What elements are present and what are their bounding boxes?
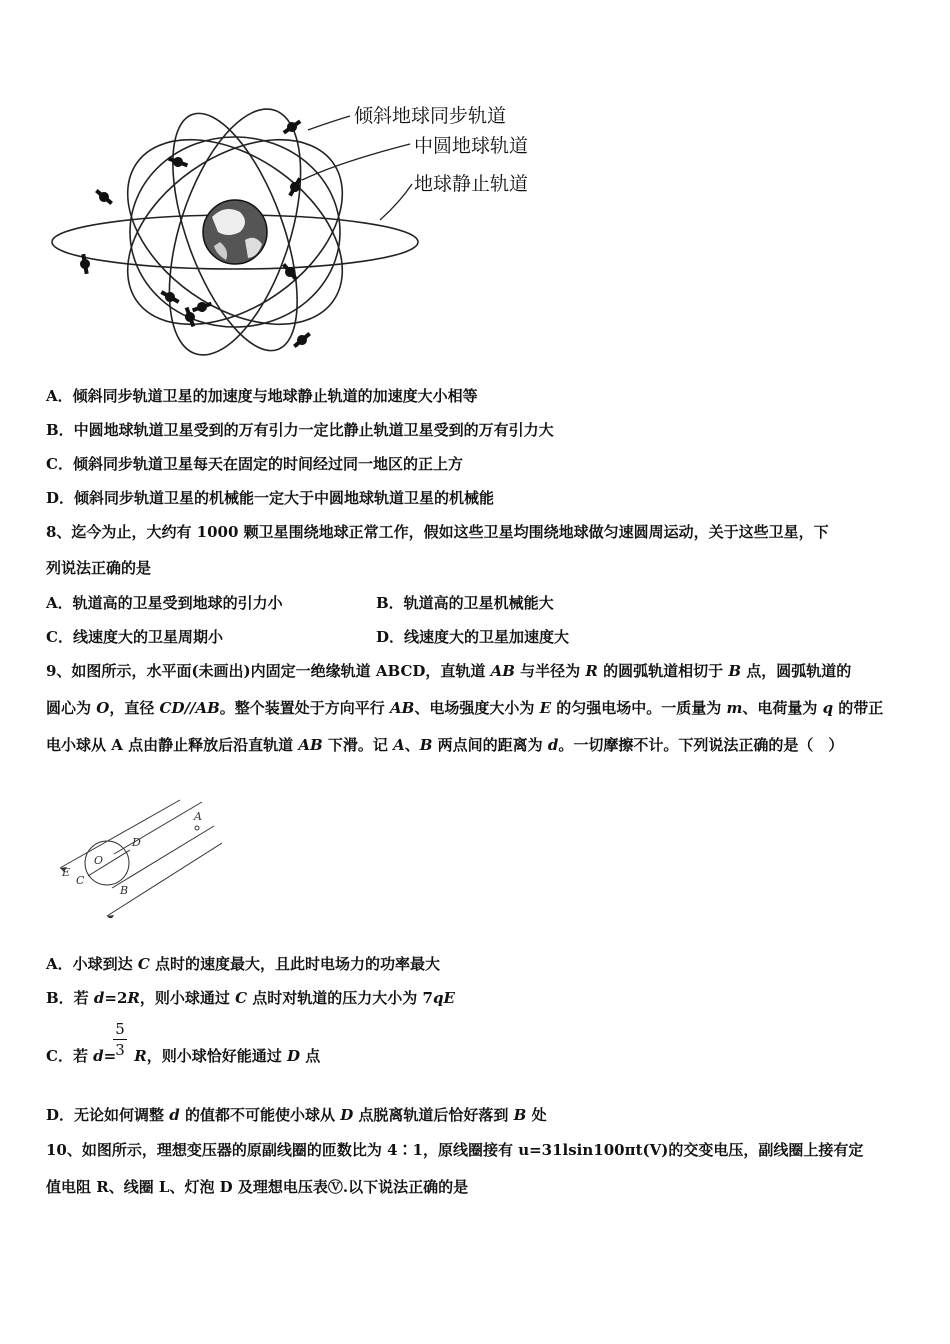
point-a-marker [195, 826, 199, 830]
q9-option-d: D．无论如何调整 d 的值都不可能使小球从 D 点脱离轨道后恰好落到 B 处 [46, 1106, 547, 1124]
q9-option-c: C．若 d= R，则小球恰好能通过 D 点 [46, 1047, 321, 1065]
fraction-numerator: 5 [115, 1020, 125, 1038]
q8-option-d: D．线速度大的卫星加速度大 [376, 628, 570, 646]
q7-option-c: C．倾斜同步轨道卫星每天在固定的时间经过同一地区的正上方 [46, 455, 463, 473]
q9-option-a: A．小球到达 C 点时的速度最大，且此时电场力的功率最大 [46, 955, 441, 973]
q10-stem-line2: 值电阻 R、线圈 L、灯泡 D 及理想电压表Ⓥ.以下说法正确的是 [46, 1178, 469, 1196]
q9-stem-line2: 圆心为 O，直径 CD//AB。整个装置处于方向平行 AB、电场强度大小为 E 的匀强电场中。一质量为 m、电荷量为 q 的带正 [46, 699, 884, 717]
fraction-denominator: 3 [115, 1041, 125, 1059]
satellite-orbit-figure [40, 92, 560, 367]
label-geostationary-orbit: 地球静止轨道 [414, 173, 529, 195]
q9-option-b: B．若 d=2R，则小球通过 C 点时对轨道的压力大小为 7qE [46, 989, 455, 1007]
q7-option-a: A．倾斜同步轨道卫星的加速度与地球静止轨道的加速度大小相等 [46, 387, 478, 405]
q9-stem-line1: 9、如图所示，水平面(未画出)内固定一绝缘轨道 ABCD，直轨道 AB 与半径为 R 的圆弧轨道相切于 B 点，圆弧轨道的 [46, 662, 852, 680]
satellite-markers [78, 117, 313, 350]
straight-track-ab [112, 826, 214, 888]
label-b: B [120, 884, 129, 897]
label-medium-orbit: 中圆地球轨道 [414, 135, 529, 157]
label-inclined-orbit: 倾斜地球同步轨道 [354, 105, 507, 127]
straight-track-upper [114, 802, 202, 854]
q8-option-a: A．轨道高的卫星受到地球的引力小 [46, 594, 283, 612]
q7-option-b: B．中圆地球轨道卫星受到的万有引力一定比静止轨道卫星受到的万有引力大 [46, 421, 554, 439]
label-a: A [194, 810, 202, 823]
q7-option-d: D．倾斜同步轨道卫星的机械能一定大于中圆地球轨道卫星的机械能 [46, 489, 495, 507]
track-diagram [52, 798, 222, 918]
q8-option-b: B．轨道高的卫星机械能大 [376, 594, 554, 612]
q10-stem-line1: 10、如图所示，理想变压器的原副线圈的匝数比为 4∶1，原线圈接有 u=31lsin100πt(V)的交变电压，副线圈上接有定 [46, 1141, 864, 1159]
earth-globe [203, 200, 267, 264]
q9-stem-line3: 电小球从 A 点由静止释放后沿直轨道 AB 下滑。记 A、B 两点间的距离为 d。一切摩擦不计。下列说法正确的是（ ） [46, 736, 844, 754]
q8-stem-line2: 列说法正确的是 [46, 559, 152, 577]
q8-option-c: C．线速度大的卫星周期小 [46, 628, 223, 646]
label-d: D [132, 836, 141, 849]
label-e: E [62, 866, 71, 879]
label-c: C [76, 874, 85, 887]
label-o: O [94, 854, 104, 867]
arc-track [85, 841, 129, 885]
q8-stem-line1: 8、迄今为止，大约有 1000 颗卫星围绕地球正常工作，假如这些卫星均围绕地球做匀速圆周运动，关于这些卫星，下 [46, 523, 829, 541]
